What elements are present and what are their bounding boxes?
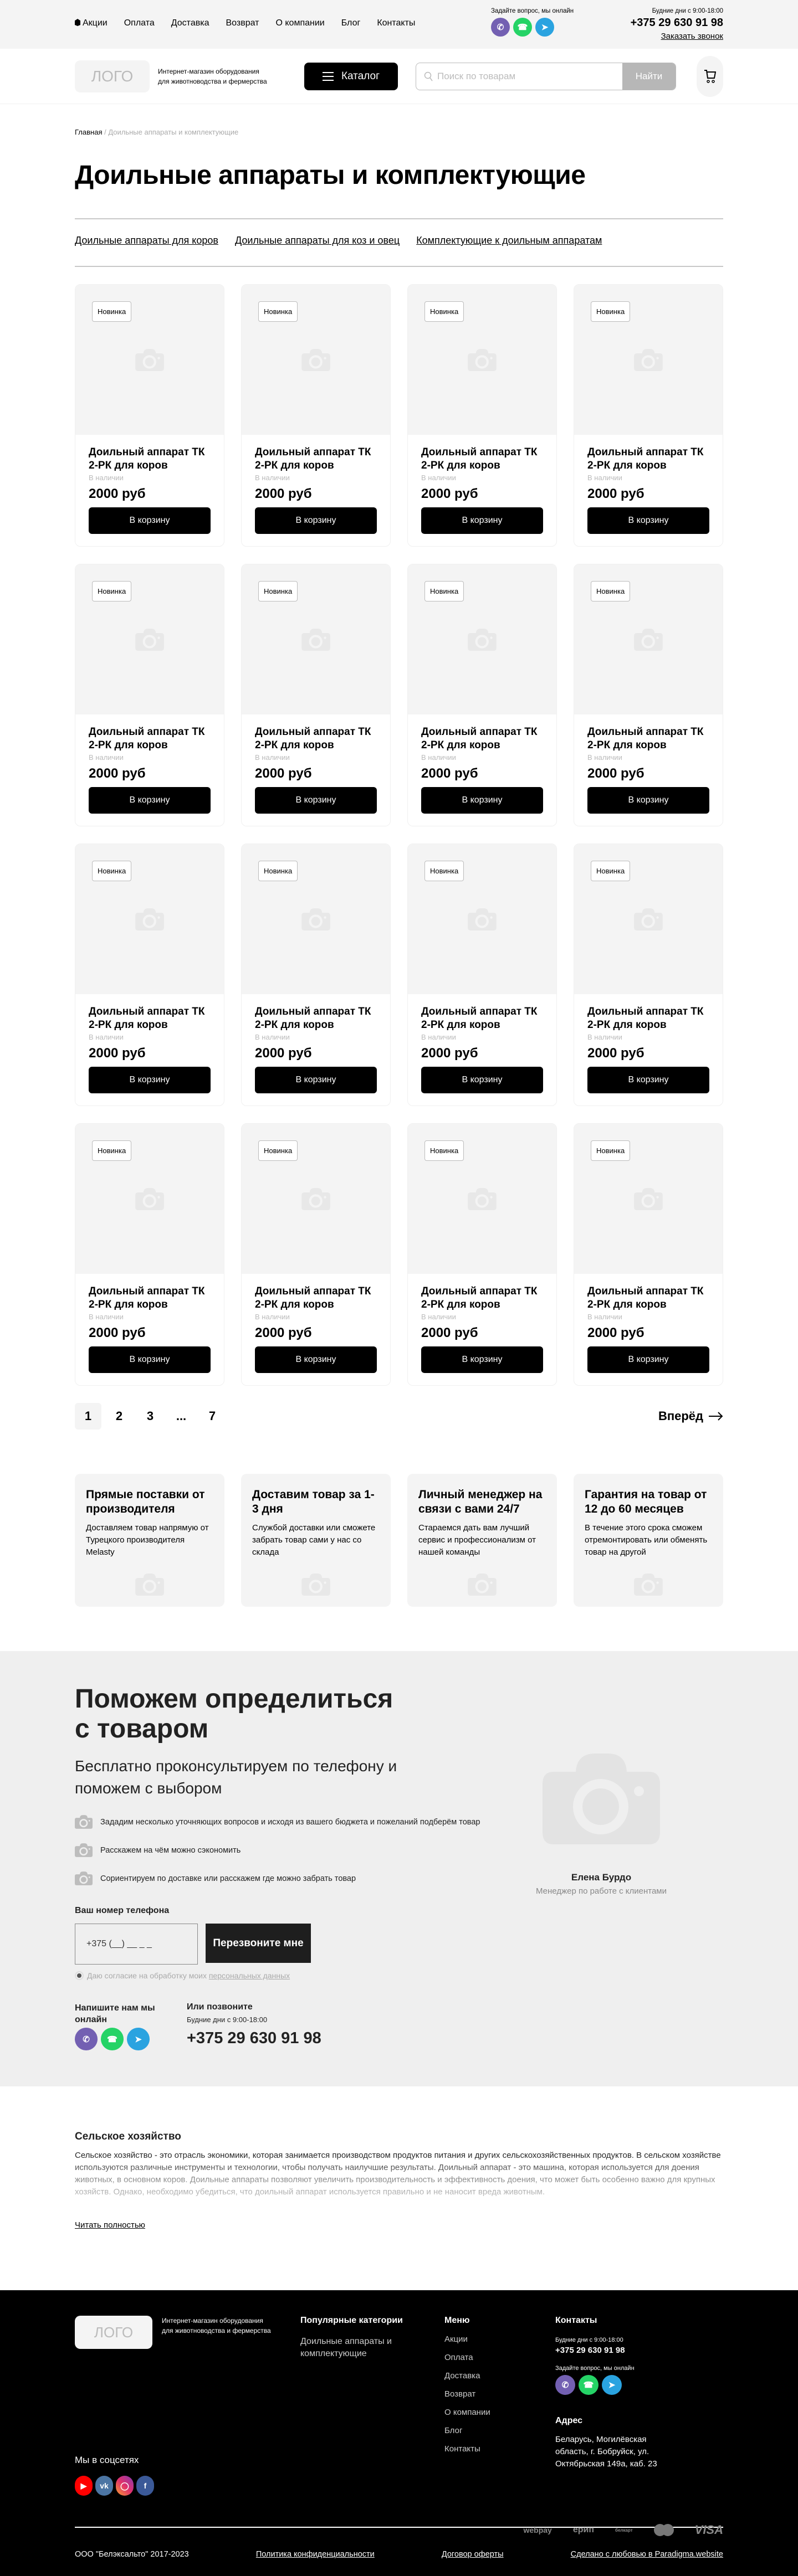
- new-badge: Новинка: [424, 581, 464, 601]
- contacts-title: Контакты: [555, 2316, 597, 2325]
- product-image[interactable]: [242, 844, 390, 994]
- product-title[interactable]: Доильный аппарат ТК 2-РК для коров: [587, 1286, 704, 1310]
- header-phone[interactable]: +375 29 630 91 98: [630, 17, 723, 29]
- add-to-cart-button[interactable]: В корзину: [255, 1067, 377, 1093]
- product-price: 2000 руб: [255, 486, 312, 501]
- instagram-icon[interactable]: ◯: [116, 2476, 134, 2496]
- product-card[interactable]: [241, 1123, 391, 1386]
- photo-placeholder-icon: [468, 1188, 497, 1210]
- menu-title: Меню: [444, 2316, 470, 2325]
- footer-menu-payment[interactable]: Оплата: [444, 2353, 473, 2362]
- product-title[interactable]: Доильный аппарат ТК 2-РК для коров: [89, 726, 205, 751]
- photo-placeholder-icon: [75, 1843, 93, 1857]
- product-price: 2000 руб: [587, 1325, 644, 1340]
- product-card[interactable]: [407, 564, 557, 826]
- stock-status: В наличии: [255, 474, 290, 482]
- consult-phone[interactable]: +375 29 630 91 98: [187, 2029, 321, 2047]
- feature-title: Личный менеджер на связи с вами 24/7: [418, 1488, 543, 1515]
- stock-status: В наличии: [421, 753, 456, 762]
- feature-card: [574, 1474, 723, 1607]
- footer-menu-contacts[interactable]: Контакты: [444, 2444, 480, 2454]
- product-title[interactable]: Доильный аппарат ТК 2-РК для коров: [89, 446, 205, 471]
- product-card[interactable]: [574, 844, 723, 1106]
- product-image[interactable]: [574, 285, 723, 435]
- product-price: 2000 руб: [255, 1046, 312, 1061]
- or-call-label: Или позвоните: [187, 2002, 253, 2012]
- viber-icon[interactable]: ✆: [555, 2375, 575, 2395]
- telegram-icon[interactable]: ➤: [535, 18, 554, 37]
- feature-text: Службой доставки или сможете забрать товар сами у нас со склада: [252, 1523, 376, 1557]
- tag-icon: [75, 19, 80, 26]
- photo-placeholder-icon: [468, 349, 497, 371]
- photo-placeholder-icon: [301, 908, 330, 930]
- product-title[interactable]: Доильный аппарат ТК 2-РК для коров: [421, 446, 538, 471]
- breadcrumb-current: Доильные аппараты и комплектующие: [108, 128, 239, 136]
- privacy-policy-link[interactable]: Политика конфиденциальности: [255, 2550, 375, 2559]
- top-nav-promo[interactable]: Акции: [75, 18, 108, 28]
- product-price: 2000 руб: [587, 486, 644, 501]
- tagline: Интернет-магазин оборудования для животноводства и фермерства: [158, 68, 267, 85]
- search-placeholder: Поиск по товарам: [437, 71, 516, 81]
- product-image[interactable]: [75, 1124, 224, 1274]
- new-badge: Новинка: [591, 861, 630, 881]
- product-price: 2000 руб: [89, 1325, 146, 1340]
- new-badge: Новинка: [92, 301, 131, 322]
- footer-tagline: Интернет-магазин оборудования для животноводства и фермерства: [162, 2317, 271, 2335]
- product-card[interactable]: [407, 1123, 557, 1386]
- add-to-cart-button[interactable]: В корзину: [587, 787, 709, 814]
- online-contacts: [491, 8, 574, 37]
- seo-title: Сельское хозяйство: [75, 2131, 181, 2142]
- footer-logo[interactable]: ЛОГО: [75, 2316, 152, 2349]
- cart-icon: [704, 69, 716, 84]
- photo-placeholder-icon: [634, 1188, 663, 1210]
- stock-status: В наличии: [587, 474, 622, 482]
- product-image[interactable]: [242, 285, 390, 435]
- page-3[interactable]: 3: [146, 1409, 154, 1423]
- new-badge: Новинка: [424, 1140, 464, 1161]
- product-card[interactable]: [574, 564, 723, 826]
- stock-status: В наличии: [89, 1033, 124, 1041]
- belkart-icon: белкарт: [615, 2527, 633, 2533]
- manager-role: Менеджер по работе с клиентами: [536, 1886, 667, 1896]
- page-7[interactable]: 7: [208, 1409, 216, 1423]
- write-us-label: Напишите нам мы онлайн: [75, 2003, 155, 2024]
- arrow-right-icon: [709, 1412, 723, 1421]
- work-hours: Будние дни с 9:00-18:00: [652, 8, 723, 14]
- consent-radio[interactable]: [75, 1971, 84, 1980]
- photo-placeholder-icon: [301, 629, 330, 651]
- product-card[interactable]: [75, 284, 224, 547]
- top-nav-blog[interactable]: Блог: [341, 18, 361, 28]
- manager-card: [479, 1754, 723, 1896]
- subcat-parts[interactable]: Комплектующие к доильным аппаратам: [416, 235, 602, 246]
- stock-status: В наличии: [255, 1313, 290, 1321]
- stock-status: В наличии: [421, 474, 456, 482]
- top-nav-return[interactable]: Возврат: [226, 18, 259, 28]
- top-nav: [75, 18, 415, 28]
- consult-step: Сориентируем по доставке или расскажем где можно забрать товар: [75, 1869, 723, 1888]
- telegram-icon[interactable]: ➤: [127, 2028, 150, 2050]
- stock-status: В наличии: [89, 753, 124, 762]
- phone-label: Ваш номер телефона: [75, 1906, 170, 1915]
- photo-placeholder-icon: [135, 349, 164, 371]
- add-to-cart-button[interactable]: В корзину: [421, 1067, 543, 1093]
- add-to-cart-button[interactable]: В корзину: [587, 1346, 709, 1373]
- product-image[interactable]: [242, 1124, 390, 1274]
- page-1[interactable]: 1: [75, 1403, 101, 1430]
- product-price: 2000 руб: [421, 486, 478, 501]
- subcategory-links: [75, 219, 723, 267]
- product-price: 2000 руб: [421, 1325, 478, 1340]
- breadcrumb-home[interactable]: Главная: [75, 128, 103, 136]
- new-badge: Новинка: [258, 1140, 298, 1161]
- next-label: Вперёд: [658, 1409, 703, 1423]
- seo-paragraph: Сельское хозяйство - это отрасль экономики, которая занимается производством продуктов питания и других сельскохозяйственных продуктов. В сельском хозяйстве используются различные инструменты и технологии, чтобы получать наилучшие результаты. Доильный аппарат - это машина, которая используется для доения животных, в основном коров. Доильные аппараты позволяют увеличить производительность и эффективность доения, что может быть особенно важно для крупных хозяйств. Однако, необходимо убедиться, что доильный аппарат используется правильно и не наносит вреда животным.: [75, 2150, 723, 2209]
- footer-popular-link[interactable]: Доильные аппараты и комплектующие: [300, 2337, 392, 2358]
- feature-title: Доставим товар за 1-3 дня: [252, 1488, 375, 1515]
- new-badge: Новинка: [92, 1140, 131, 1161]
- photo-placeholder-icon: [75, 1871, 93, 1885]
- product-price: 2000 руб: [421, 766, 478, 781]
- phone-input[interactable]: +375 (__) __ _ _: [75, 1924, 198, 1965]
- photo-placeholder-icon: [634, 1574, 663, 1596]
- privacy-data-link[interactable]: персональных данных: [208, 1971, 290, 1980]
- manager-photo-placeholder-icon: [543, 1754, 660, 1844]
- add-to-cart-button[interactable]: В корзину: [89, 507, 211, 534]
- call-me-button[interactable]: Перезвоните мне: [206, 1924, 311, 1963]
- main-header: [0, 49, 798, 104]
- product-image[interactable]: [408, 1124, 556, 1274]
- product-image[interactable]: [242, 564, 390, 714]
- footer-menu-promo[interactable]: Акции: [444, 2335, 468, 2344]
- product-card[interactable]: [574, 1123, 723, 1386]
- new-badge: Новинка: [258, 301, 298, 322]
- new-badge: Новинка: [424, 301, 464, 322]
- features: [75, 1474, 723, 1607]
- product-price: 2000 руб: [89, 766, 146, 781]
- product-title[interactable]: Доильный аппарат ТК 2-РК для коров: [89, 1286, 205, 1310]
- add-to-cart-button[interactable]: В корзину: [255, 507, 377, 534]
- footer-menu-delivery[interactable]: Доставка: [444, 2371, 480, 2380]
- stock-status: В наличии: [587, 753, 622, 762]
- callback-form: [75, 1924, 723, 1965]
- add-to-cart-button[interactable]: В корзину: [421, 1346, 543, 1373]
- stock-status: В наличии: [587, 1033, 622, 1041]
- add-to-cart-button[interactable]: В корзину: [587, 1067, 709, 1093]
- whatsapp-icon[interactable]: ☎: [579, 2375, 598, 2395]
- photo-placeholder-icon: [135, 1574, 164, 1596]
- feature-title: Прямые поставки от производителя: [86, 1488, 205, 1515]
- top-nav-about[interactable]: О компании: [275, 18, 325, 28]
- consult-title: Поможем определиться с товаром: [75, 1684, 393, 1744]
- footer-menu-return[interactable]: Возврат: [444, 2389, 476, 2399]
- facebook-icon[interactable]: f: [136, 2476, 154, 2496]
- product-price: 2000 руб: [587, 766, 644, 781]
- feature-text: В течение этого срока сможем отремонтировать или обменять товар на другой: [585, 1523, 708, 1557]
- product-card[interactable]: [75, 564, 224, 826]
- seo-text: [75, 2086, 723, 2290]
- new-badge: Новинка: [591, 1140, 630, 1161]
- top-bar: [0, 0, 798, 49]
- new-badge: Новинка: [92, 581, 131, 601]
- product-title[interactable]: Доильный аппарат ТК 2-РК для коров: [587, 446, 704, 471]
- product-title[interactable]: Доильный аппарат ТК 2-РК для коров: [255, 1286, 371, 1310]
- product-title[interactable]: Доильный аппарат ТК 2-РК для коров: [587, 726, 704, 751]
- youtube-icon[interactable]: ▶: [75, 2476, 93, 2496]
- new-badge: Новинка: [424, 861, 464, 881]
- next-page-button[interactable]: [658, 1409, 723, 1423]
- top-nav-delivery[interactable]: Доставка: [171, 18, 209, 28]
- whatsapp-icon[interactable]: ☎: [513, 18, 532, 37]
- address: Беларусь, Могилёвская область, г. Бобруйск, ул. Октябрьская 149а, каб. 23: [555, 2435, 657, 2469]
- erip-icon: ерип: [572, 2525, 595, 2534]
- product-title[interactable]: Доильный аппарат ТК 2-РК для коров: [421, 1006, 538, 1031]
- product-price: 2000 руб: [89, 486, 146, 501]
- product-card[interactable]: [241, 564, 391, 826]
- social-title: Мы в соцсетях: [75, 2455, 139, 2465]
- product-image[interactable]: [75, 285, 224, 435]
- feature-card: [407, 1474, 557, 1607]
- feature-title: Гарантия на товар от 12 до 60 месяцев: [585, 1488, 707, 1515]
- stock-status: В наличии: [255, 1033, 290, 1041]
- photo-placeholder-icon: [301, 349, 330, 371]
- photo-placeholder-icon: [468, 1574, 497, 1596]
- photo-placeholder-icon: [75, 1815, 93, 1829]
- consult-contacts: [75, 2002, 723, 2050]
- product-image[interactable]: [75, 844, 224, 994]
- footer-online-label: Задайте вопрос, мы онлайн: [555, 2365, 635, 2372]
- product-card[interactable]: [75, 844, 224, 1106]
- product-image[interactable]: [75, 564, 224, 714]
- product-title[interactable]: Доильный аппарат ТК 2-РК для коров: [255, 446, 371, 471]
- product-image[interactable]: [408, 844, 556, 994]
- subcat-goats[interactable]: Доильные аппараты для коз и овец: [234, 235, 400, 246]
- add-to-cart-button[interactable]: В корзину: [89, 787, 211, 814]
- product-card[interactable]: [75, 1123, 224, 1386]
- webpay-icon: webpay: [523, 2526, 552, 2534]
- new-badge: Новинка: [591, 301, 630, 322]
- breadcrumb: Главная / Доильные аппараты и комплектующие: [75, 128, 239, 136]
- manager-name: Елена Бурдо: [571, 1872, 632, 1883]
- top-nav-contacts[interactable]: Контакты: [377, 18, 416, 28]
- new-badge: Новинка: [258, 861, 298, 881]
- consult-hours: Будние дни с 9:00-18:00: [187, 2015, 268, 2024]
- add-to-cart-button[interactable]: В корзину: [421, 507, 543, 534]
- footer-menu-about[interactable]: О компании: [444, 2408, 490, 2417]
- address-title: Адрес: [555, 2416, 583, 2425]
- product-price: 2000 руб: [421, 1046, 478, 1061]
- add-to-cart-button[interactable]: В корзину: [89, 1346, 211, 1373]
- online-label: Задайте вопрос, мы онлайн: [491, 8, 574, 14]
- stock-status: В наличии: [421, 1033, 456, 1041]
- photo-placeholder-icon: [468, 908, 497, 930]
- search-icon: [424, 71, 433, 81]
- photo-placeholder-icon: [301, 1574, 330, 1596]
- new-badge: Новинка: [591, 581, 630, 601]
- product-card[interactable]: [241, 284, 391, 547]
- stock-status: В наличии: [89, 1313, 124, 1321]
- footer-phone[interactable]: +375 29 630 91 98: [555, 2346, 625, 2355]
- add-to-cart-button[interactable]: В корзину: [421, 787, 543, 814]
- logo[interactable]: ЛОГО: [75, 60, 150, 92]
- pagination: [75, 1403, 723, 1430]
- feature-text: Доставляем товар напрямую от Турецкого производителя Melasty: [86, 1523, 209, 1557]
- stock-status: В наличии: [255, 753, 290, 762]
- search-bar: [416, 63, 676, 90]
- product-title[interactable]: Доильный аппарат ТК 2-РК для коров: [255, 1006, 371, 1031]
- product-title[interactable]: Доильный аппарат ТК 2-РК для коров: [587, 1006, 704, 1031]
- new-badge: Новинка: [258, 581, 298, 601]
- catalog-label: Каталог: [341, 70, 380, 82]
- add-to-cart-button[interactable]: В корзину: [587, 507, 709, 534]
- add-to-cart-button[interactable]: В корзину: [255, 787, 377, 814]
- product-title[interactable]: Доильный аппарат ТК 2-РК для коров: [255, 726, 371, 751]
- photo-placeholder-icon: [634, 349, 663, 371]
- product-card[interactable]: [241, 844, 391, 1106]
- add-to-cart-button[interactable]: В корзину: [255, 1346, 377, 1373]
- product-image[interactable]: [574, 564, 723, 714]
- photo-placeholder-icon: [135, 629, 164, 651]
- cart-button[interactable]: [697, 56, 723, 97]
- menu-icon: [323, 72, 334, 81]
- product-image[interactable]: [408, 564, 556, 714]
- consultation-section: [0, 1651, 798, 2086]
- product-card[interactable]: [407, 844, 557, 1106]
- page-title: Доильные аппараты и комплектующие: [75, 161, 586, 190]
- feature-card: [241, 1474, 391, 1607]
- product-title[interactable]: Доильный аппарат ТК 2-РК для коров: [89, 1006, 205, 1031]
- popular-title: Популярные категории: [300, 2316, 403, 2325]
- page-ellipsis: ...: [176, 1409, 187, 1423]
- offer-link[interactable]: Договор оферты: [441, 2550, 504, 2559]
- vk-icon[interactable]: vk: [95, 2476, 113, 2496]
- telegram-icon[interactable]: ➤: [602, 2375, 622, 2395]
- consult-subtitle: Бесплатно проконсультируем по телефону и поможем с выбором: [75, 1757, 397, 1797]
- payment-methods: [523, 2523, 723, 2537]
- mastercard-icon: [654, 2524, 674, 2536]
- consult-step: Зададим несколько уточняющих вопросов и исходя из вашего бюджета и пожеланий подберём товар: [75, 1813, 723, 1832]
- photo-placeholder-icon: [634, 629, 663, 651]
- footer-contacts: [555, 2316, 666, 2470]
- footer-menu-blog[interactable]: Блог: [444, 2426, 463, 2435]
- top-nav-payment[interactable]: Оплата: [124, 18, 155, 28]
- search-input[interactable]: [416, 63, 622, 90]
- product-price: 2000 руб: [255, 766, 312, 781]
- feature-card: [75, 1474, 224, 1607]
- new-badge: Новинка: [92, 861, 131, 881]
- footer: [0, 2290, 798, 2576]
- footer-menu: [444, 2316, 555, 2470]
- consent: Даю согласие на обработку моих персональных данных: [75, 1971, 723, 1980]
- product-title[interactable]: Доильный аппарат ТК 2-РК для коров: [421, 1286, 538, 1310]
- add-to-cart-button[interactable]: В корзину: [89, 1067, 211, 1093]
- header-phone-block: [631, 8, 723, 42]
- product-title[interactable]: Доильный аппарат ТК 2-РК для коров: [421, 726, 538, 751]
- stock-status: В наличии: [89, 474, 124, 482]
- made-by-link[interactable]: Сделано с любовью в Paradigma.website: [570, 2550, 723, 2559]
- copyright: ООО "Белэксальто" 2017-2023: [75, 2550, 189, 2559]
- product-image[interactable]: [574, 844, 723, 994]
- product-price: 2000 руб: [587, 1046, 644, 1061]
- product-image[interactable]: [574, 1124, 723, 1274]
- product-price: 2000 руб: [255, 1325, 312, 1340]
- photo-placeholder-icon: [634, 908, 663, 930]
- visa-icon: VISA: [694, 2523, 723, 2537]
- product-card[interactable]: [407, 284, 557, 547]
- catalog-button[interactable]: [304, 63, 398, 90]
- stock-status: В наличии: [421, 1313, 456, 1321]
- product-image[interactable]: [408, 285, 556, 435]
- page-2[interactable]: 2: [115, 1409, 123, 1423]
- product-card[interactable]: [574, 284, 723, 547]
- stock-status: В наличии: [587, 1313, 622, 1321]
- viber-icon[interactable]: ✆: [491, 18, 510, 37]
- photo-placeholder-icon: [135, 1188, 164, 1210]
- subcat-cows[interactable]: Доильные аппараты для коров: [75, 235, 218, 246]
- photo-placeholder-icon: [468, 629, 497, 651]
- photo-placeholder-icon: [301, 1188, 330, 1210]
- photo-placeholder-icon: [135, 908, 164, 930]
- consult-step: Расскажем на чём можно сэкономить: [75, 1841, 723, 1860]
- read-more-link[interactable]: Читать полностью: [75, 2220, 145, 2230]
- search-button[interactable]: Найти: [622, 63, 676, 90]
- feature-text: Стараемся дать вам лучший сервис и профессионализм от нашей команды: [418, 1523, 536, 1557]
- whatsapp-icon[interactable]: ☎: [101, 2028, 124, 2050]
- product-price: 2000 руб: [89, 1046, 146, 1061]
- product-grid: [75, 284, 723, 1386]
- footer-hours: Будние дни с 9:00-18:00: [555, 2337, 623, 2343]
- callback-link[interactable]: Заказать звонок: [661, 32, 723, 41]
- viber-icon[interactable]: ✆: [75, 2028, 98, 2050]
